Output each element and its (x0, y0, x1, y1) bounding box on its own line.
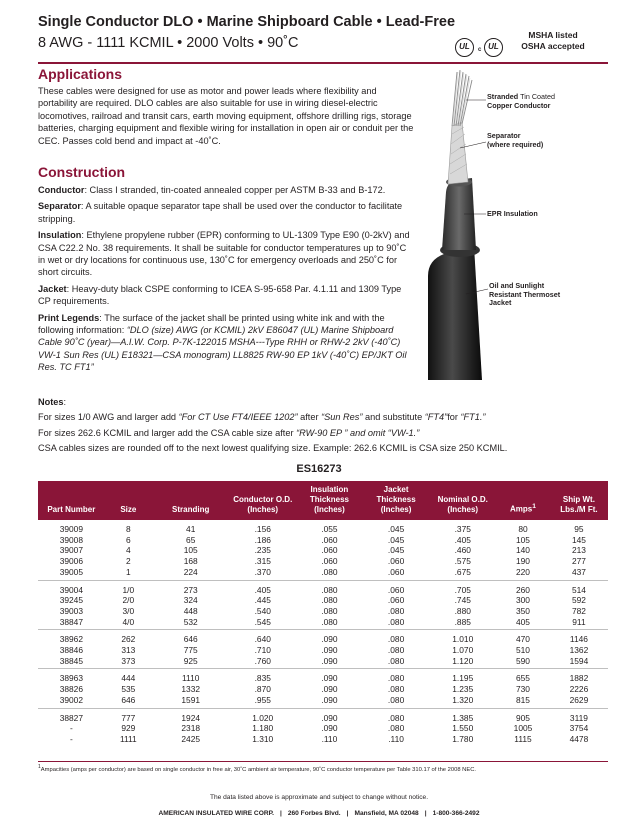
size-value: 373 (121, 655, 136, 666)
insulation-thickness-value: .060 (321, 534, 338, 545)
size-value: 929 (121, 723, 136, 734)
conductor-od-value: .870 (254, 684, 271, 695)
size-value: 6 (125, 534, 131, 545)
amps-value: 1005 (513, 723, 533, 734)
insulation-thickness-value: .060 (321, 556, 338, 567)
insulation-thickness-value: .060 (321, 545, 338, 556)
insulation-thickness-value: .080 (321, 605, 338, 616)
amps-value: 590 (515, 655, 530, 666)
cable-cutaway-figure (426, 64, 608, 380)
size-value: 777 (121, 712, 136, 723)
cell-jacket-thickness (363, 630, 430, 669)
nominal-od-value: .405 (454, 534, 471, 545)
col-header-insulation-thickness: Insulation Thickness (Inches) (296, 481, 363, 520)
msha-approval (498, 30, 608, 52)
insulation-thickness-value: .055 (321, 524, 338, 534)
nominal-od-value: 1.010 (452, 634, 474, 645)
stranding-value: 646 (183, 634, 198, 645)
cell-nominal-od (429, 520, 496, 580)
nominal-od-value: .460 (454, 545, 471, 556)
size-value: 535 (121, 684, 136, 695)
cell-stranding (152, 580, 229, 630)
part-number-value: 38963 (59, 673, 83, 684)
nominal-od-value: .745 (454, 595, 471, 606)
part-number-value: - (69, 723, 73, 734)
ship-weight-value: 3119 (569, 712, 588, 723)
amps-value: 730 (515, 684, 530, 695)
jacket-thickness-value: .060 (387, 595, 405, 606)
stranding-value: 273 (183, 584, 198, 595)
insulation-thickness-value: .090 (321, 645, 338, 656)
insulation-thickness-value: .080 (321, 566, 338, 577)
ship-weight-value: 514 (571, 584, 586, 595)
conductor-od-value: .445 (254, 595, 271, 606)
conductor-od-value: .955 (254, 694, 271, 705)
company-footer: AMERICAN INSULATED WIRE CORP. | 260 Forbes Blvd. | Mansfield, MA 02048 | 1-800-366-2492 (158, 810, 480, 817)
cell-stranding (152, 520, 229, 580)
insulation-text: : Ethylene propylene rubber (EPR) conforming to UL-1309 Type E90 (0-2kV) and CSA C22.2 No. 38 requirements. It shall be suitable for conductor temperatures up to 90˚C in wet or dry locations for continuous use, 130˚C for emergency overloads and 250˚C for short circuits. (38, 230, 410, 278)
col-header-ship-weight: Ship Wt. Lbs./M Ft. (550, 481, 608, 520)
size-value: 2/0 (122, 595, 135, 606)
amps-value: 905 (515, 712, 530, 723)
amps-value: 220 (515, 566, 530, 577)
cell-nominal-od (429, 580, 496, 630)
table-row-group (38, 580, 608, 630)
nominal-od-value: 1.780 (452, 733, 474, 744)
print-legends-label: Print Legends (38, 312, 100, 323)
cell-amps (496, 580, 550, 630)
cell-part-number (38, 580, 105, 630)
size-value: 1/0 (122, 584, 135, 595)
conductor-od-value: .835 (254, 673, 271, 684)
col-header-nominal-od: Nominal O.D. (Inches) (429, 481, 496, 520)
jacket-thickness-value: .080 (387, 605, 405, 616)
cell-jacket-thickness (363, 708, 430, 747)
table-row-group (38, 630, 608, 669)
cable-cutaway-illustration (426, 64, 608, 380)
msha-listed-text: MSHA listed (528, 30, 578, 40)
ship-weight-value: 1146 (569, 634, 588, 645)
amps-value: 260 (515, 584, 530, 595)
conductor-od-value: .640 (254, 634, 271, 645)
spec-table-header-row (38, 481, 608, 520)
ship-weight-value: 277 (571, 556, 586, 567)
conductor-paragraph (38, 184, 414, 196)
size-value: 2 (125, 556, 131, 567)
jacket-thickness-value: .080 (387, 684, 405, 695)
stranding-value: 168 (183, 556, 198, 567)
separator-figure-label: Separator (where required) (487, 131, 544, 149)
cell-nominal-od (429, 708, 496, 747)
cell-part-number (38, 520, 105, 580)
cell-size (105, 669, 152, 708)
applications-heading: Applications (38, 66, 123, 82)
jacket-thickness-value: .045 (387, 534, 405, 545)
insulation-thickness-value: .080 (321, 616, 338, 627)
insulation-thickness-value: .090 (321, 684, 338, 695)
ship-weight-value: 2226 (569, 684, 589, 695)
insulation-thickness-value: .090 (321, 694, 338, 705)
conductor-od-value: .156 (254, 524, 271, 534)
cell-conductor-od (229, 669, 296, 708)
osha-accepted-text: OSHA accepted (521, 41, 585, 51)
amps-value: 80 (518, 524, 528, 534)
part-number-value: - (69, 733, 73, 744)
ship-weight-value: 782 (571, 605, 586, 616)
nominal-od-value: .575 (454, 556, 471, 567)
conductor-od-value: .405 (254, 584, 271, 595)
stranding-value: 775 (183, 645, 198, 656)
table-row-group (38, 708, 608, 747)
ul-listed-icon: UL (455, 38, 474, 57)
part-number-value: 39003 (59, 605, 83, 616)
nominal-od-value: 1.385 (452, 712, 474, 723)
part-number-value: 38827 (59, 712, 83, 723)
cell-ship-weight (550, 580, 608, 630)
insulation-thickness-value: .090 (321, 634, 338, 645)
canada-c-mark: c (478, 47, 482, 53)
nominal-od-value: 1.070 (452, 645, 474, 656)
cell-insulation-thickness (296, 669, 363, 708)
jacket-text: : Heavy-duty black CSPE conforming to ICEA S-95-658 Par. 4.1.11 and 1309 Type CP requirements. (38, 283, 402, 307)
size-value: 313 (121, 645, 136, 656)
stranding-value: 448 (183, 605, 198, 616)
part-number-value: 39007 (59, 545, 83, 556)
conductor-od-value: .235 (254, 545, 271, 556)
nominal-od-value: .375 (454, 524, 471, 534)
disclaimer: The data listed above is approximate and subject to change without notice. (209, 794, 429, 801)
cell-amps (496, 630, 550, 669)
conductor-od-value: 1.020 (252, 712, 274, 723)
amps-value: 350 (515, 605, 530, 616)
insulation-thickness-value: .090 (321, 655, 338, 666)
amps-footnote-mark: 1 (532, 503, 536, 511)
ship-weight-value: 1882 (569, 673, 589, 684)
col-header-stranding: Stranding (152, 481, 229, 520)
stranding-value: 65 (186, 534, 196, 545)
stranding-value: 105 (183, 545, 198, 556)
cell-nominal-od (429, 630, 496, 669)
insulation-label: Insulation (38, 230, 82, 241)
conductor-od-value: 1.180 (252, 723, 274, 734)
part-number-value: 39006 (59, 556, 83, 567)
part-number-value: 38826 (59, 684, 83, 695)
amps-value: 190 (515, 556, 530, 567)
company-address: 260 Forbes Blvd. (287, 810, 341, 817)
part-number-value: 39008 (59, 534, 83, 545)
cell-insulation-thickness (296, 520, 363, 580)
note-line-3: CSA cables sizes are rounded off to the next lowest qualifying size. Example: 262.6 KCMIL is CSA size 250 KCMIL. (38, 443, 508, 454)
note-line-2: For sizes 262.6 KCMIL and larger add the CSA cable size after “RW-90 EP ” and omit “VW-1.” (38, 427, 420, 438)
stranding-value: 925 (183, 655, 198, 666)
stranding-value: 1591 (181, 694, 201, 705)
cell-ship-weight (550, 630, 608, 669)
cell-size (105, 630, 152, 669)
conductor-od-value: .545 (254, 616, 271, 627)
jacket-paragraph (38, 283, 414, 308)
jacket-thickness-value: .080 (387, 712, 405, 723)
size-value: 646 (121, 694, 136, 705)
jacket-thickness-value: .060 (387, 584, 405, 595)
spec-table-body (38, 520, 608, 747)
nominal-od-value: 1.195 (452, 673, 474, 684)
part-number-value: 38962 (59, 634, 83, 645)
cell-part-number (38, 669, 105, 708)
insulation-thickness-value: .080 (321, 595, 338, 606)
table-row-group (38, 520, 608, 580)
part-number-value: 39245 (59, 595, 83, 606)
cell-size (105, 708, 152, 747)
stranding-value: 532 (183, 616, 198, 627)
cell-size (105, 580, 152, 630)
stranding-value: 41 (186, 524, 196, 534)
ship-weight-value: 145 (571, 534, 586, 545)
ampacity-footnote (38, 761, 608, 774)
cell-insulation-thickness (296, 580, 363, 630)
product-title: Single Conductor DLO • Marine Shipboard Cable • Lead-Free (38, 14, 456, 30)
company-city: Mansfield, MA 02048 (354, 810, 419, 817)
jacket-thickness-value: .045 (387, 545, 405, 556)
ship-weight-value: 1594 (569, 655, 589, 666)
cell-amps (496, 520, 550, 580)
separator-text: : A suitable opaque separator tape shall be used over the conductor to facilitate stripping. (38, 201, 403, 224)
table-row-group (38, 669, 608, 708)
size-value: 4/0 (122, 616, 135, 627)
cell-conductor-od (229, 580, 296, 630)
size-value: 262 (121, 634, 136, 645)
size-value: 1 (125, 566, 131, 577)
part-number-value: 38845 (59, 655, 83, 666)
cell-size (105, 520, 152, 580)
nominal-od-value: .880 (454, 605, 471, 616)
ship-weight-value: 592 (571, 595, 586, 606)
print-legends-text: : The surface of the jacket shall be printed using white ink and with the following information: (38, 312, 385, 336)
ship-weight-value: 2629 (569, 694, 589, 705)
size-value: 4 (125, 545, 131, 556)
col-header-jacket-thickness: Jacket Thickness (Inches) (363, 481, 430, 520)
cell-conductor-od (229, 708, 296, 747)
conductor-od-value: .315 (254, 556, 271, 567)
conductor-od-value: 1.310 (252, 733, 274, 744)
part-number-value: 38846 (59, 645, 83, 656)
epr-insulation-figure-label: EPR Insulation (487, 209, 538, 218)
ship-weight-value: 213 (571, 545, 586, 556)
cell-amps (496, 708, 550, 747)
conductor-od-value: .710 (254, 645, 271, 656)
jacket-thickness-value: .080 (387, 645, 405, 656)
jacket-figure-label: Oil and Sunlight Resistant Thermoset Jacket (489, 281, 561, 308)
jacket-thickness-value: .080 (387, 616, 405, 627)
cell-stranding (152, 630, 229, 669)
cell-ship-weight (550, 520, 608, 580)
amps-value: 140 (515, 545, 530, 556)
cell-part-number (38, 630, 105, 669)
spec-table-title: ES16273 (296, 463, 342, 475)
cell-part-number (38, 708, 105, 747)
ship-weight-value: 4478 (569, 733, 589, 744)
stranding-value: 1924 (181, 712, 201, 723)
size-value: 444 (121, 673, 136, 684)
conductor-od-value: .370 (254, 566, 271, 577)
cell-insulation-thickness (296, 630, 363, 669)
jacket-thickness-value: .045 (387, 524, 405, 534)
cell-nominal-od (429, 669, 496, 708)
jacket-thickness-value: .080 (387, 723, 405, 734)
col-header-part-number: Part Number (38, 481, 105, 520)
conductor-od-value: .540 (254, 605, 271, 616)
stranded-conductor-label: Stranded Tin Coated Copper Conductor (487, 92, 556, 110)
nominal-od-value: .885 (454, 616, 471, 627)
col-header-amps: Amps$^1$ (496, 481, 550, 520)
print-legend-string: “DLO (size) AWG (or KCMIL) 2kV E86047 (UL) Marine Shipboard Cable 90˚C (year)—A.I.W. Corp. P-7K-122015 MSHA---Type RHH or RHW-2 2kV (-40˚C) VW-1 Sun Res (UL) E18321—CSA monogram) LL8825 RW-90 EP 1kV (-40˚C) EP/JKT Oil Res. TC FT1” (38, 325, 407, 373)
jacket-thickness-value: .080 (387, 694, 405, 705)
cell-jacket-thickness (363, 580, 430, 630)
jacket-thickness-value: .080 (387, 655, 405, 666)
part-number-value: 39002 (59, 694, 83, 705)
amps-value: 655 (515, 673, 530, 684)
notes-section (38, 396, 608, 458)
footnote-text: Ampacities (amps per conductor) are based on single conductor in free air, 30˚C ambient air temperature, 90˚C conductor temperature per Table 310.17 of the 2008 NEC. (40, 766, 476, 773)
amps-value: 1115 (514, 733, 532, 744)
stranding-value: 224 (183, 566, 198, 577)
cell-jacket-thickness (363, 520, 430, 580)
nominal-od-value: 1.235 (452, 684, 474, 695)
ship-weight-value: 437 (571, 566, 586, 577)
footnote-mark: 1 (38, 764, 41, 770)
page-header (38, 14, 608, 62)
cell-stranding (152, 669, 229, 708)
insulation-thickness-value: .110 (321, 733, 338, 744)
stranding-value: 2425 (181, 733, 201, 744)
nominal-od-value: 1.120 (452, 655, 474, 666)
amps-value: 300 (515, 595, 530, 606)
print-legends-paragraph (38, 312, 414, 374)
company-name: AMERICAN INSULATED WIRE CORP. (158, 810, 274, 817)
amps-value: 815 (515, 694, 530, 705)
notes-heading: Notes: (38, 397, 67, 407)
nominal-od-value: 1.320 (452, 694, 474, 705)
spec-table (38, 481, 608, 747)
applications-text: These cables were designed for use as motor and power leads where flexibility and portability are required. DLO cables are also suitable for use in wiring diesel-electric locomotives, railroad and transit cars, earth moving equipment, offshore drilling rigs, storage batteries, charging equipment and flexible wiring for installation in open air or conduit per the CEC. Passes cold bend and impact at -40˚C. (38, 86, 414, 146)
jacket-thickness-value: .060 (387, 556, 405, 567)
product-subtitle: 8 AWG - 1111 KCMIL • 2000 Volts • 90˚C (38, 35, 299, 51)
amps-value: 510 (515, 645, 530, 656)
insulation-paragraph (38, 229, 414, 279)
conductor-od-value: .186 (254, 534, 271, 545)
part-number-value: 39009 (59, 524, 83, 534)
stranding-value: 2318 (181, 723, 201, 734)
construction-heading: Construction (38, 164, 126, 180)
insulation-thickness-value: .080 (321, 584, 338, 595)
jacket-thickness-value: .080 (387, 673, 405, 684)
stranding-value: 324 (183, 595, 198, 606)
part-number-value: 39004 (59, 584, 83, 595)
size-value: 8 (125, 524, 131, 534)
cell-conductor-od (229, 520, 296, 580)
col-header-size: Size (105, 481, 152, 520)
cell-ship-weight (550, 669, 608, 708)
construction-section (38, 184, 414, 378)
cell-jacket-thickness (363, 669, 430, 708)
jacket-thickness-value: .060 (387, 566, 405, 577)
nominal-od-value: .705 (454, 584, 471, 595)
cell-conductor-od (229, 630, 296, 669)
jacket-thickness-value: .080 (387, 634, 405, 645)
conductor-label: Conductor (38, 185, 85, 195)
part-number-value: 38847 (59, 616, 83, 627)
nominal-od-value: 1.550 (452, 723, 474, 734)
cell-ship-weight (550, 708, 608, 747)
jacket-label: Jacket (38, 283, 67, 294)
separator-paragraph (38, 200, 414, 225)
size-value: 3/0 (122, 605, 135, 616)
cell-amps (496, 669, 550, 708)
amps-value: 405 (515, 616, 530, 627)
stranding-value: 1332 (181, 684, 201, 695)
size-value: 1111 (119, 733, 137, 744)
cul-listed-icon: UL (484, 38, 503, 57)
conductor-od-value: .760 (254, 655, 271, 666)
ship-weight-value: 3754 (569, 723, 589, 734)
amps-value: 105 (515, 534, 530, 545)
cell-stranding (152, 708, 229, 747)
note-line-1: For sizes 1/0 AWG and larger add “For CT Use FT4/IEEE 1202” after “Sun Res” and substitute “FT4”for “FT1.” (38, 412, 486, 423)
stranding-value: 1110 (182, 673, 200, 684)
insulation-thickness-value: .090 (321, 673, 338, 684)
part-number-value: 39005 (59, 566, 83, 577)
col-header-conductor-od: Conductor O.D. (Inches) (229, 481, 296, 520)
insulation-thickness-value: .090 (321, 712, 338, 723)
separator-label: Separator (38, 201, 81, 212)
ship-weight-value: 95 (574, 524, 584, 534)
nominal-od-value: .675 (454, 566, 471, 577)
amps-value: 470 (515, 634, 530, 645)
ship-weight-value: 1362 (569, 645, 589, 656)
insulation-thickness-value: .090 (321, 723, 338, 734)
jacket-thickness-value: .110 (388, 733, 404, 744)
conductor-text: : Class I stranded, tin-coated annealed copper per ASTM B-33 and B-172. (84, 185, 386, 195)
cell-insulation-thickness (296, 708, 363, 747)
company-phone: 1-800-366-2492 (432, 810, 480, 817)
ship-weight-value: 911 (572, 616, 586, 627)
